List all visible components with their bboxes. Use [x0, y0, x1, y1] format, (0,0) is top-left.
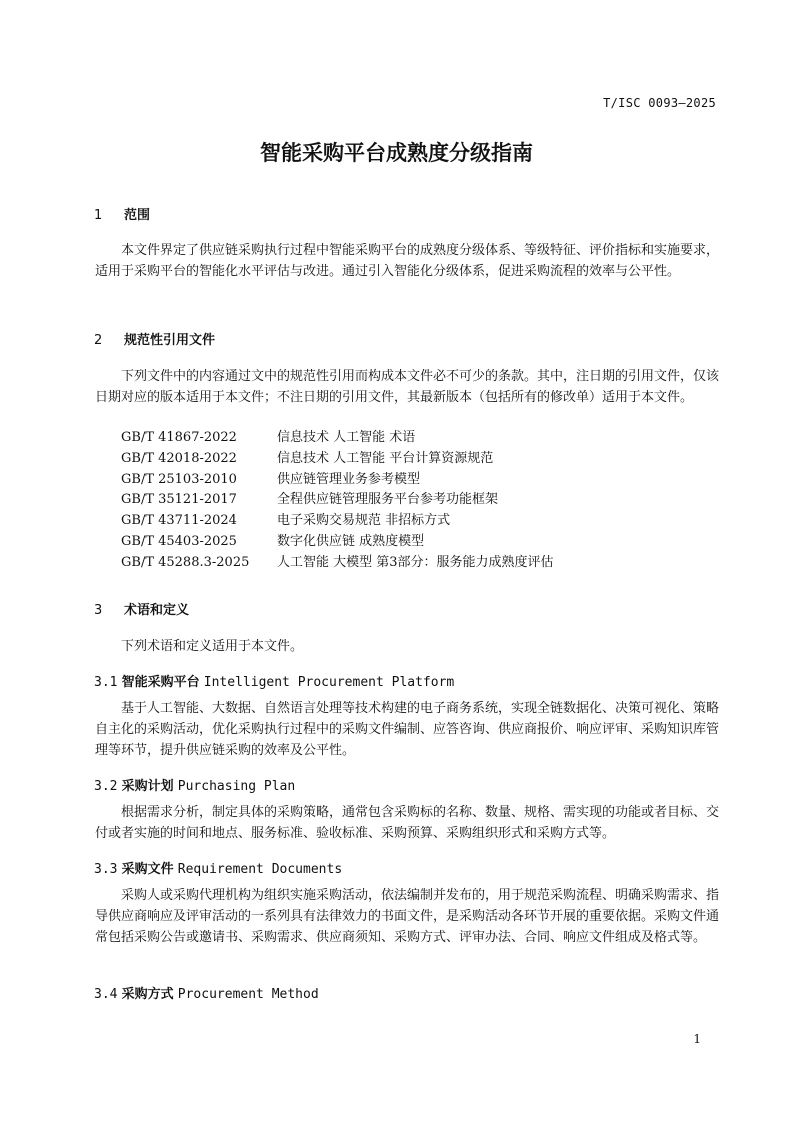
reference-code: GB/T 25103-2010: [121, 471, 237, 487]
term-zh: 采购文件: [121, 862, 174, 877]
reference-title: 信息技术 人工智能 术语: [277, 430, 416, 445]
reference-code: GB/T 45288.3-2025: [121, 554, 250, 570]
reference-code: GB/T 35121-2017: [121, 492, 237, 508]
reference-title: 数字化供应链 成熟度模型: [277, 533, 425, 549]
section-2-paragraph: 下列文件中的内容通过文中的规范性引用而构成本文件必不可少的条款。其中，注日期的引用文件，仅该日期对应的版本适用于本文件；不注日期的引用文件，其最新版本（包括所有的修改单）适用于本文件。: [95, 369, 720, 405]
term-3-1-heading: [94, 671, 454, 690]
term-en: Procurement Method: [177, 987, 319, 1002]
term-3-4-heading: [94, 983, 319, 1002]
term-3-3-heading: [94, 858, 342, 877]
term-3-1-definition: 基于人工智能、大数据、自然语言处理等技术构建的电子商务系统，实现全链数据化、决策可视化、策略自主化的采购活动，优化采购执行过程中的采购文件编制、应答咨询、供应商报价、响应评审、采购知识库管理等环节，提升供应链采购的效率及公平性。: [95, 701, 720, 758]
term-zh: 采购方式: [121, 987, 174, 1002]
term-number: 3.1: [94, 675, 118, 690]
reference-row: [121, 553, 554, 574]
section-3-heading: [94, 599, 189, 618]
term-3-2-heading: [94, 775, 295, 794]
term-number: 3.4: [94, 987, 118, 1002]
page-title: 智能采购平台成熟度分级指南: [260, 141, 533, 165]
section-number: 3: [94, 603, 103, 618]
section-number: 2: [94, 333, 103, 348]
page-number: 1: [693, 1032, 701, 1046]
reference-row: [121, 532, 554, 553]
section-1-heading: [94, 204, 150, 223]
term-en: Intelligent Procurement Platform: [203, 675, 455, 690]
reference-code: GB/T 42018-2022: [121, 450, 237, 466]
reference-title: 信息技术 人工智能 平台计算资源规范: [277, 450, 494, 466]
reference-title: 供应链管理业务参考模型: [277, 471, 421, 487]
normative-references-list: [121, 428, 554, 574]
section-title: 规范性引用文件: [124, 333, 216, 348]
reference-row: [121, 490, 554, 511]
term-3-3-definition: 采购人或采购代理机构为组织实施采购活动，依法编制并发布的，用于规范采购流程、明确采购需求、指导供应商响应及评审活动的一系列具有法律效力的书面文件，是采购活动各环节开展的重要依据。采购文件通常包括采购公告或邀请书、采购需求、供应商须知、采购方式、评审办法、合同、响应文件组成及格式等。: [95, 888, 720, 945]
section-3-paragraph: 下列术语和定义适用于本文件。: [121, 639, 304, 654]
section-number: 1: [94, 208, 103, 223]
reference-code: GB/T 41867-2022: [121, 430, 237, 445]
section-title: 范围: [124, 208, 151, 223]
reference-row: [121, 511, 554, 532]
section-1-paragraph: 本文件界定了供应链采购执行过程中智能采购平台的成熟度分级体系、等级特征、评价指标和实施要求，适用于采购平台的智能化水平评估与改进。通过引入智能化分级体系，促进采购流程的效率与公平性。: [95, 243, 720, 279]
term-en: Requirement Documents: [177, 862, 343, 877]
term-3-2-definition: 根据需求分析，制定具体的采购策略，通常包含采购标的名称、数量、规格、需实现的功能或者目标、交付或者实施的时间和地点、服务标准、验收标准、采购预算、采购组织形式和采购方式等。: [95, 805, 720, 841]
term-zh: 采购计划: [121, 779, 174, 794]
reference-title: 电子采购交易规范 非招标方式: [277, 513, 451, 529]
reference-title: 人工智能 大模型 第3部分：服务能力成熟度评估: [277, 554, 554, 570]
term-zh: 智能采购平台: [121, 675, 200, 690]
reference-row: [121, 449, 554, 470]
document-id: T/ISC 0093—2025: [603, 96, 716, 110]
section-title: 术语和定义: [124, 603, 190, 618]
reference-row: [121, 428, 554, 449]
reference-code: GB/T 45403-2025: [121, 533, 237, 549]
term-en: Purchasing Plan: [177, 779, 296, 794]
reference-code: GB/T 43711-2024: [121, 513, 237, 529]
reference-row: [121, 470, 554, 491]
term-number: 3.2: [94, 779, 118, 794]
section-2-heading: [94, 329, 215, 348]
term-number: 3.3: [94, 862, 118, 877]
reference-title: 全程供应链管理服务平台参考功能框架: [277, 492, 499, 508]
